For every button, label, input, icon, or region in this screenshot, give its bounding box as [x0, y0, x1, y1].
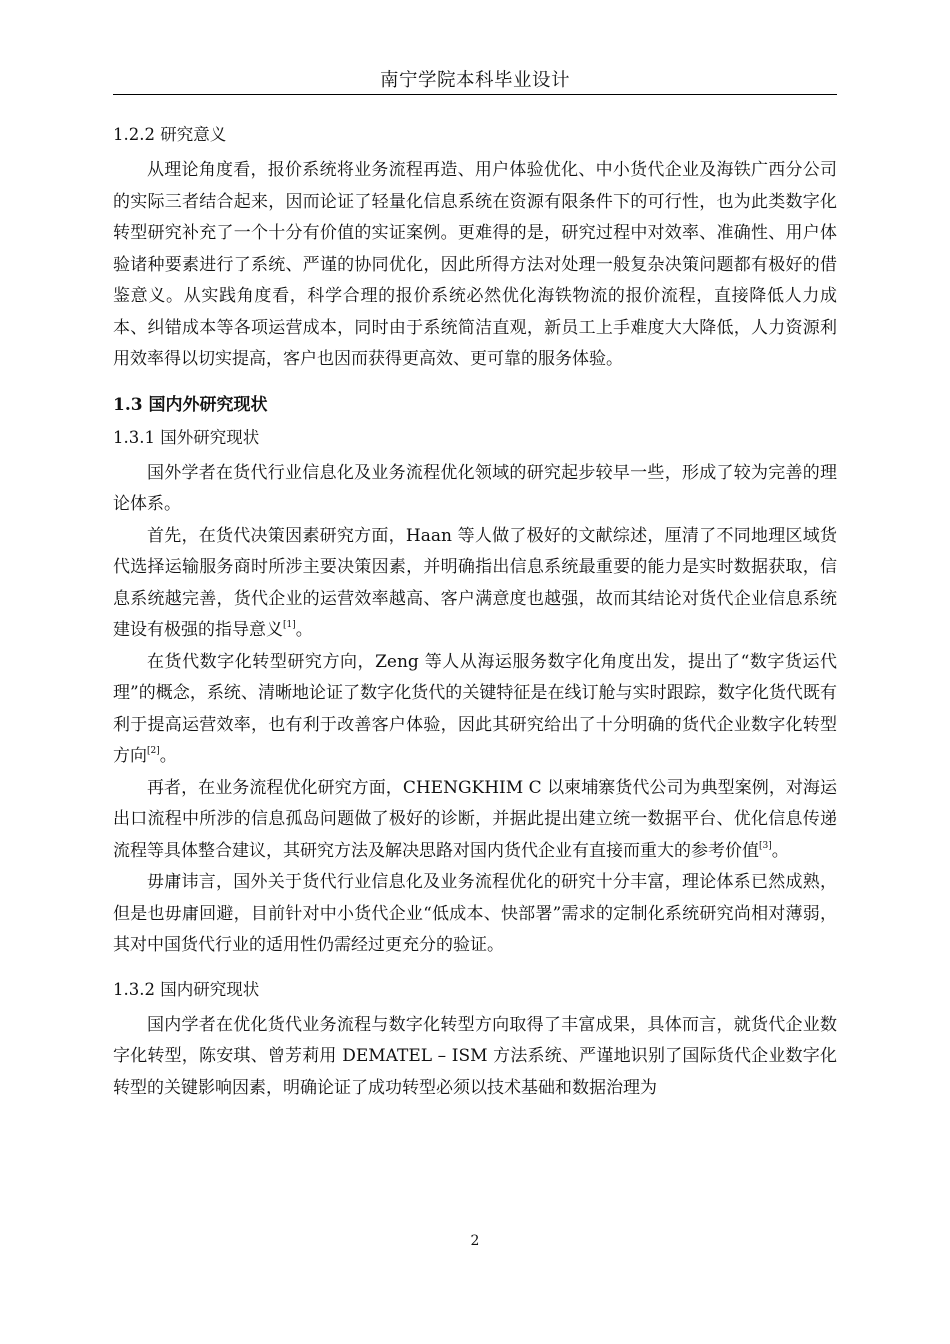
- paragraph-end: 。: [295, 620, 313, 640]
- paragraph-foreign-decision-factors: [113, 521, 837, 647]
- page-body: [113, 119, 837, 1104]
- paragraph-foreign-summary: 毋庸讳言，国外关于货代行业信息化及业务流程优化的研究十分丰富，理论体系已然成熟，但是也毋庸回避，目前针对中小货代企业“低成本、快部署”需求的定制化系统研究尚相对薄弱，其对中国货代行业的适用性仍需经过更充分的验证。: [113, 872, 837, 955]
- section-heading-1-3-1: 1.3.1 国外研究现状: [113, 427, 260, 447]
- page-number: 2: [470, 1233, 480, 1249]
- header-rule: [113, 94, 837, 95]
- paragraph-end: 。: [771, 840, 789, 861]
- paragraph-text: 首先，在货代决策因素研究方面，Haan 等人做了极好的文献综述，厘清了不同地理区域货代选择运输服务商时所涉主要决策因素，并明确指出信息系统最重要的能力是实时数据获取，信息系统越完善，货代企业的运营效率越高、客户满意度也越强，故而其结论对货代企业信息系统建设有极强的指导意义: [113, 525, 837, 640]
- paragraph-end: 。: [159, 746, 177, 766]
- paragraph-foreign-digital-transformation: [113, 647, 837, 773]
- page-header-title: 南宁学院本科毕业设计: [379, 70, 570, 91]
- section-heading-1-3-2: 1.3.2 国内研究现状: [113, 979, 260, 999]
- citation-ref-2: [2]: [147, 746, 160, 756]
- section-heading-1-3: 1.3 国内外研究现状: [113, 394, 268, 415]
- paragraph-foreign-intro: 国外学者在货代行业信息化及业务流程优化领域的研究起步较早一些，形成了较为完善的理论体系。: [113, 462, 837, 514]
- paragraph-text: 再者，在业务流程优化研究方面，CHENGKHIM C 以柬埔寨货代公司为典型案例，对海运出口流程中所涉的信息孤岛问题做了极好的诊断，并据此提出建立统一数据平台、优化信息传递流程等具体整合建议，其研究方法及解决思路对国内货代企业有直接而重大的参考价值: [113, 777, 837, 861]
- paragraph-domestic-intro: 国内学者在优化货代业务流程与数字化转型方向取得了丰富成果，具体而言，就货代企业数字化转型，陈安琪、曾芳莉用 DEMATEL – ISM 方法系统、严谨地识别了国际货代企业数字化转型的关键影响因素，明确论证了成功转型必须以技术基础和数据治理为: [113, 1014, 837, 1098]
- paragraph-research-significance: 从理论角度看，报价系统将业务流程再造、用户体验优化、中小货代企业及海铁广西分公司的实际三者结合起来，因而论证了轻量化信息系统在资源有限条件下的可行性，也为此类数字化转型研究补充了一个十分有价值的实证案例。更难得的是，研究过程中对效率、准确性、用户体验诸种要素进行了系统、严谨的协同优化，因此所得方法对处理一般复杂决策问题都有极好的借鉴意义。从实践角度看，科学合理的报价系统必然优化海铁物流的报价流程，直接降低人力成本、纠错成本等各项运营成本，同时由于系统简洁直观，新员工上手难度大大降低，人力资源利用效率得以切实提高，客户也因而获得更高效、更可靠的服务体验。: [113, 160, 837, 369]
- paragraph-foreign-process-optimization: [113, 773, 837, 868]
- citation-ref-1: [1]: [283, 620, 296, 630]
- section-heading-1-2-2: 1.2.2 研究意义: [113, 125, 227, 144]
- paragraph-text: 在货代数字化转型研究方向，Zeng 等人从海运服务数字化角度出发，提出了“数字货运代理”的概念，系统、清晰地论证了数字化货代的关键特征是在线订舱与实时跟踪，数字化货代既有利于提高运营效率，也有利于改善客户体验，因此其研究给出了十分明确的货代企业数字化转型方向: [113, 651, 837, 766]
- citation-ref-3: [3]: [759, 840, 772, 851]
